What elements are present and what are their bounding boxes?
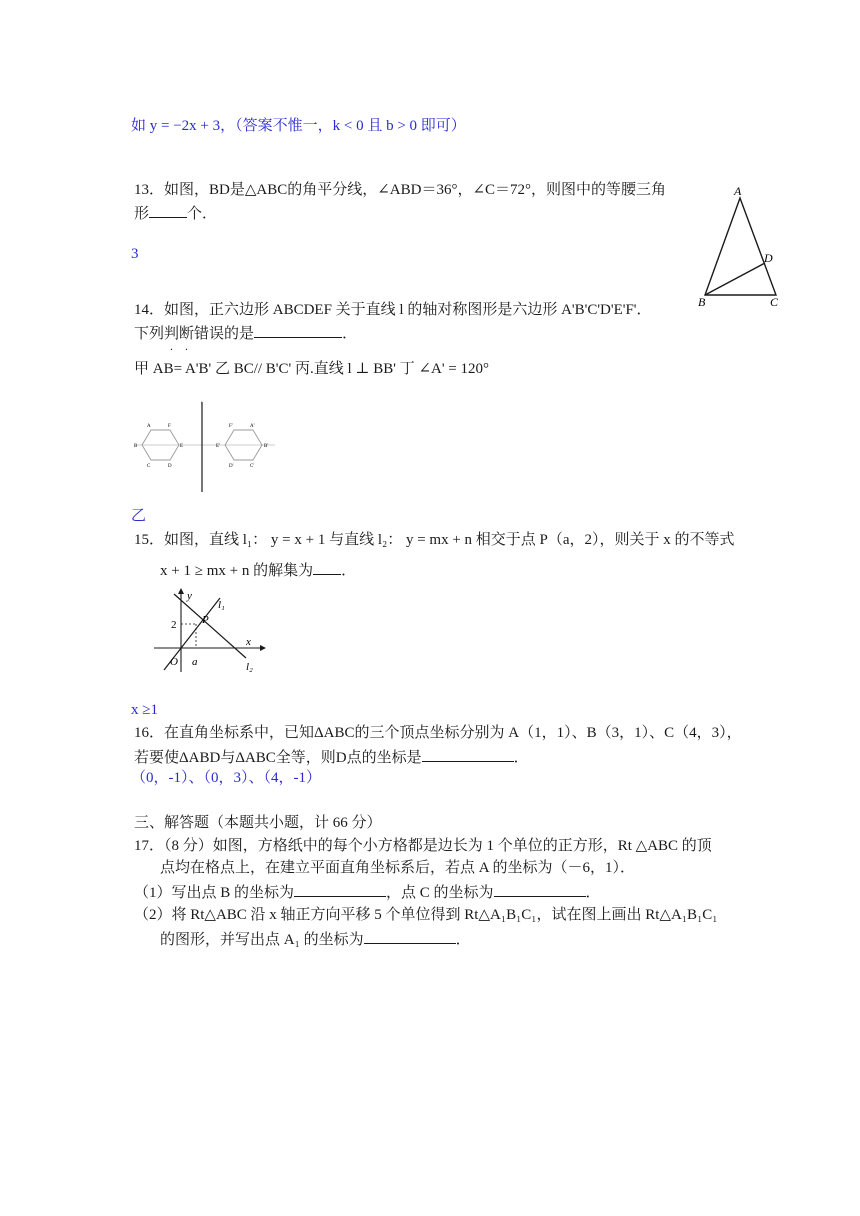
bisector-bd [705, 263, 765, 295]
q16-text-pre: 若要使ΔABD与ΔABC全等，则D点的坐标是 [134, 750, 422, 766]
q16-answer: （0，-1）、（0，3）、（4，-1） [131, 770, 321, 786]
triangle-abc [705, 198, 776, 295]
q17-text-line2: 点均在格点上，在建立平面直角坐标系后，若点 A 的坐标为（－6，1）． [160, 860, 636, 876]
right-label-b: B' [264, 444, 269, 449]
q17-part1-pre: （1）写出点 B 的坐标为 [134, 885, 295, 901]
right-label-d: D' [229, 464, 234, 469]
q17-part2-line1: （2）将 Rt△ABC 沿 x 轴正方向平移 5 个单位得到 Rt△A₁B₁C₁，试在图上画出 Rt△A₁B₁C₁ [134, 907, 718, 923]
q16-text-post: ． [513, 750, 529, 766]
q14-text-post: 错误的是 [194, 326, 255, 342]
left-label-b: B [134, 444, 138, 449]
q15-text-line1: 15．如图，直线 l₁： y = x + 1 与直线 l₂： y = mx + n 相交于点 P（a，2），则关于 x 的不等式 [134, 532, 735, 548]
left-label-f: F [168, 424, 171, 429]
left-label-e: E [180, 444, 184, 449]
left-label-d: D [168, 464, 172, 469]
q13-text-line1: 13．如图，BD是△ABC的角平分线，∠ABD＝36°，∠C＝72°，则图中的等腰三角 [134, 182, 667, 198]
label-origin: O [170, 656, 178, 668]
q14-options: 甲 AB= A'B' 乙 BC// B'C' 丙.直线 l ⊥ BB' 丁 ∠A' = 120° [134, 361, 490, 377]
q14-text-line2: 下列判断错误的是 ． [134, 322, 357, 344]
label-c: C [770, 295, 779, 309]
label-l2: l₂ [246, 661, 253, 673]
q14-answer-blank [254, 322, 342, 338]
q16-text-line2 [134, 746, 529, 768]
q16-answer-blank [422, 746, 514, 762]
q14-text-line1: 14．如图，正六边形 ABCDEF 关于直线 l 的轴对称图形是六边形 A'B'C'D'E'F'． [134, 302, 652, 318]
label-x: x [246, 636, 251, 648]
q15-answer-blank [313, 559, 341, 575]
q13-text-line2 [134, 202, 217, 224]
right-label-a: A' [250, 424, 255, 429]
q14-text-pre: 下列 [134, 326, 165, 342]
q16-text-line1: 16．在直角坐标系中，已知ΔABC的三个顶点坐标分别为 A（1，1）、B（3，1）、C（4，3）， [134, 725, 742, 741]
y-axis-arrow [178, 588, 184, 594]
q14-hexagon-figure [130, 400, 280, 495]
q15-text-line2 [160, 559, 356, 581]
q13-text-post: 个． [187, 206, 218, 222]
q13-answer-blank [149, 202, 187, 218]
q14-emphasis-1: 判 [164, 326, 180, 342]
q17-part1-blank-b [294, 881, 386, 897]
q17-part2-line2 [160, 928, 471, 950]
left-label-a: A [147, 424, 151, 429]
q17-part1 [134, 881, 601, 903]
q12-answer: 如 y = −2x + 3，（答案不惟一，k < 0 且 b > 0 即可） [131, 118, 466, 134]
q17-text-line1: 17．（8 分）如图，方格纸中的每个小方格都是边长为 1 个单位的正方形，Rt △ABC 的顶 [134, 838, 712, 854]
label-a: a [192, 656, 198, 668]
left-label-c: C [147, 464, 151, 469]
q17-part2-pre: 的图形，并写出点 A₁ 的坐标为 [160, 932, 364, 948]
q17-part1-post: ． [585, 885, 601, 901]
label-l1: l₁ [218, 599, 225, 611]
q14-emphasis-2: 断 [179, 326, 195, 342]
q17-part1-blank-c [494, 881, 586, 897]
right-label-f: F' [229, 424, 233, 429]
label-two: 2 [171, 619, 177, 631]
q15-text-post: ． [341, 563, 357, 579]
section-title: 三、解答题（本题共小题，计 66 分） [134, 815, 382, 831]
q14-answer: 乙 [131, 508, 147, 524]
q17-part2-blank [364, 928, 456, 944]
q13-answer: 3 [131, 246, 139, 262]
q13-triangle-figure [690, 183, 790, 313]
label-d: D [764, 251, 773, 265]
q15-answer: x ≥1 [131, 702, 158, 718]
q13-text-pre: 形 [134, 206, 150, 222]
q17-part2-post: ． [455, 932, 471, 948]
right-label-e: E' [216, 444, 220, 449]
label-b: B [698, 295, 706, 309]
right-label-c: C' [250, 464, 255, 469]
label-a: A [734, 184, 742, 198]
q15-text-inequality: x + 1 ≥ mx + n 的解集为 [160, 563, 314, 579]
label-y: y [187, 590, 192, 602]
x-axis-arrow [260, 645, 266, 651]
q15-lines-figure [150, 588, 270, 678]
q17-part1-mid: ，点 C 的坐标为 [386, 885, 494, 901]
label-p: P [202, 614, 209, 626]
label-l: l [201, 402, 203, 407]
